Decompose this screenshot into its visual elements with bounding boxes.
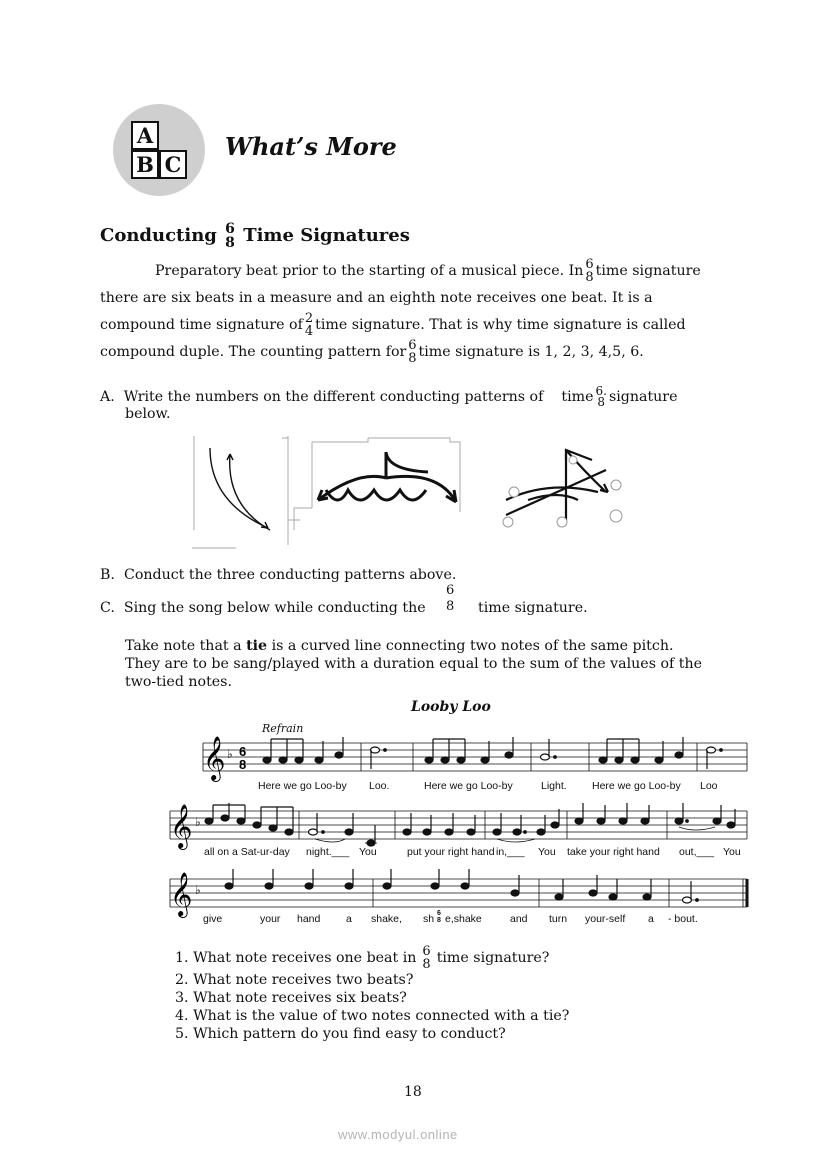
lyric-2-6: You: [538, 846, 556, 858]
lyric-2-4: put your right hand: [407, 846, 495, 858]
treble-clef-2: 𝄞: [170, 804, 193, 848]
music-score: [170, 735, 755, 935]
lyric-2-5: in,___: [496, 846, 525, 858]
lyric-3-2: your: [260, 913, 281, 925]
item-c: C. Sing the song below while conducting the: [100, 600, 426, 616]
lyric-3-6: sh: [423, 913, 435, 925]
pattern-1-frame: [192, 436, 288, 548]
lyric-2-2: night.___: [306, 846, 350, 858]
badge-block-c: C: [159, 150, 187, 179]
question-2: 2. What note receives two beats?: [175, 972, 414, 988]
lyric-1-4: Light.: [541, 780, 567, 792]
item-c-end: time signature.: [478, 600, 588, 616]
item-c-sig: 6 8: [446, 583, 455, 614]
pattern-3-lines: [506, 450, 608, 522]
lyric-1-1: Here we go Loo-by: [258, 780, 347, 792]
flat-3: ♭: [195, 883, 201, 897]
lyric-timesig: 6 8: [437, 910, 441, 924]
lyric-2-7: take your right hand: [567, 846, 660, 858]
page-number: 18: [404, 1084, 422, 1100]
lyric-3-9: turn: [549, 913, 568, 925]
lyric-3-8: and: [510, 913, 528, 925]
question-4: 4. What is the value of two notes connected with a tie?: [175, 1008, 570, 1024]
badge-block-b: B: [131, 150, 159, 179]
staff-2-notes: [205, 803, 735, 846]
lyric-2-1: all on a Sat-ur-day: [204, 846, 290, 858]
section-title: Conducting 6 8 Time Signatures: [100, 221, 410, 251]
question-list: [175, 945, 735, 1043]
lyric-1-6: Loo: [700, 780, 718, 792]
lyric-1-2: Loo.: [369, 780, 390, 792]
intro-line-3: compound time signature of 2 4 time signature. That is why time signature is called: [100, 311, 686, 339]
conducting-patterns: [188, 430, 638, 555]
timesig-top: 6: [239, 744, 247, 759]
lyric-3-7: e,shake: [445, 913, 482, 925]
watermark: www.modyul.online: [338, 1127, 458, 1142]
staff-3: [170, 879, 747, 907]
flat-2: ♭: [195, 815, 201, 829]
question-3: 3. What note receives six beats?: [175, 990, 407, 1006]
lyric-3-3: hand: [297, 913, 321, 925]
lyric-3-4: a: [346, 913, 352, 925]
lyric-3-5: shake,: [371, 913, 402, 925]
badge-block-a: A: [131, 121, 159, 150]
item-b: B. Conduct the three conducting patterns above.: [100, 567, 457, 583]
lyric-1-3: Here we go Loo-by: [424, 780, 513, 792]
lyric-2-8: out,___: [679, 846, 715, 858]
flat-1: ♭: [227, 747, 233, 761]
refrain-label: Refrain: [262, 722, 304, 735]
pattern-1-arrows: [210, 448, 270, 530]
lyric-2-9: You: [723, 846, 741, 858]
abc-badge: [113, 104, 205, 196]
question-1: 1. What note receives one beat in 6 8 time signature?: [175, 944, 550, 972]
song-title: Looby Loo: [411, 699, 491, 715]
treble-clef-1: 𝄞: [203, 736, 226, 780]
page-heading: What’s More: [225, 132, 397, 161]
lyric-2-3: You: [359, 846, 377, 858]
item-a-cont: below.: [125, 406, 171, 422]
intro-line-2: there are six beats in a measure and an eighth note receives one beat. It is a: [100, 290, 653, 306]
lyric-1-5: Here we go Loo-by: [592, 780, 681, 792]
lyric-3-11: a: [648, 913, 654, 925]
timesig-bottom: 8: [239, 757, 247, 772]
pattern-2-frame: [288, 438, 460, 530]
lyric-3-1: give: [203, 913, 223, 925]
intro-line-4: compound duple. The counting pattern for 6 8 time signature is 1, 2, 3, 4,5, 6.: [100, 338, 644, 366]
lyric-3-12: - bout.: [668, 913, 698, 925]
treble-clef-3: 𝄞: [170, 872, 193, 916]
tie-note: Take note that a tie is a curved line connecting two notes of the same pitch. They are to be sang/played with a duration equal to the sum of the values of the two-tied notes.: [125, 638, 703, 690]
question-5: 5. Which pattern do you find easy to conduct?: [175, 1026, 506, 1042]
item-a: A. Write the numbers on the different conducting patterns of time 6. 8 signature: [100, 384, 678, 409]
lyric-3-10: your-self: [585, 913, 626, 925]
intro-line-1: Preparatory beat prior to the starting of a musical piece. In 6 8 time signature: [155, 257, 701, 285]
pattern-2-arrows: [318, 452, 456, 502]
